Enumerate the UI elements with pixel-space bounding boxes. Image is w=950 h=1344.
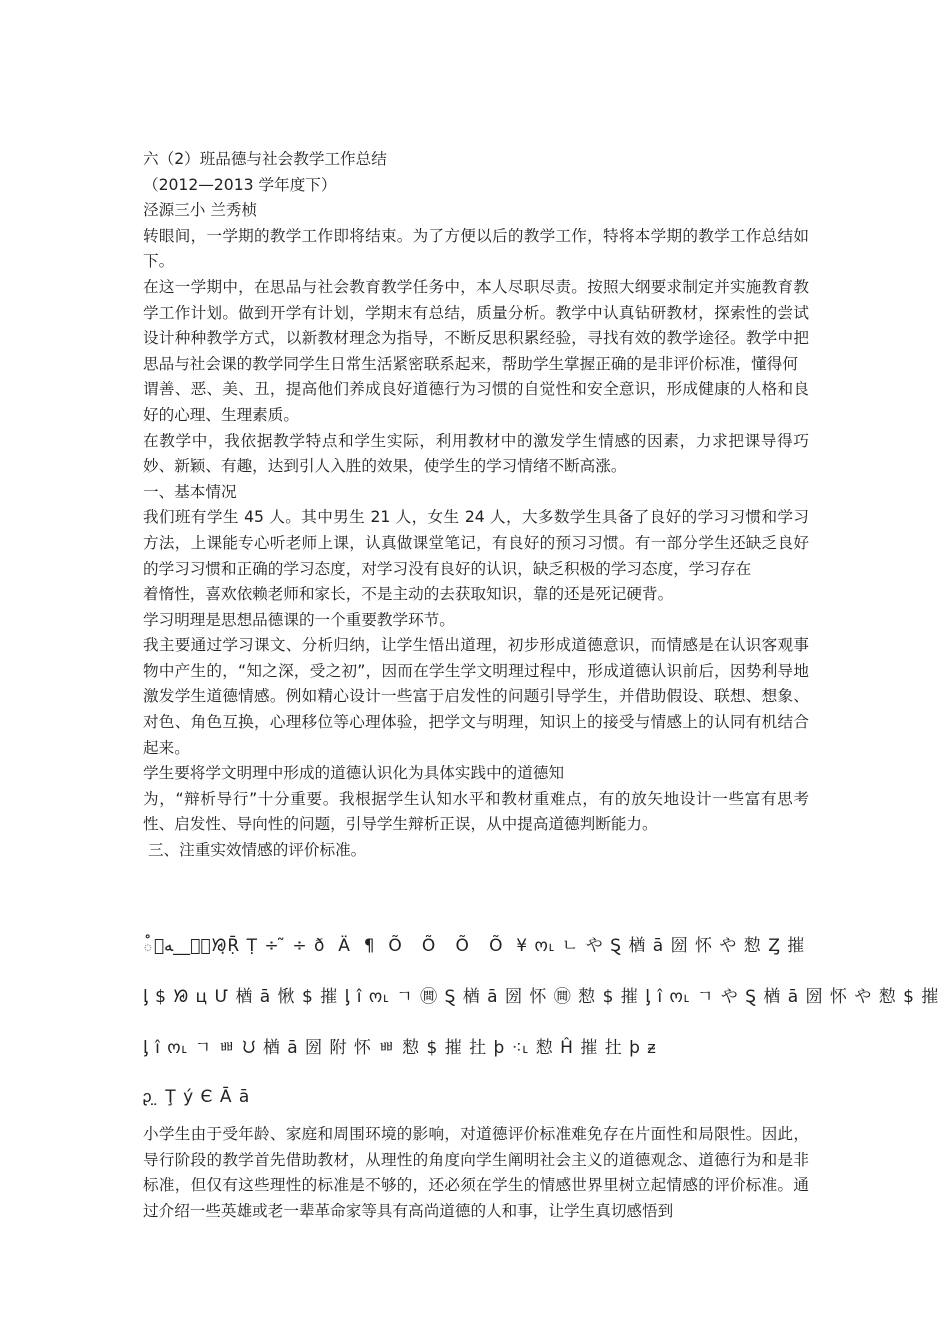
paragraph: 为，“辩析导行”十分重要。我根据学生认知水平和教材重难点，有的放矢地设计一些富有思考性、启发性、导向性的问题，引导学生辩析正误，从中提高道德判断能力。 xyxy=(143,789,809,834)
paragraph: 小学生由于受年龄、家庭和周围环境的影响，对道德评价标准难免存在片面性和局限性。因此，导行阶段的教学首先借助教材，从理性的角度向学生阐明社会主义的道德观念、道德行为和是非标准，但仅有这些理性的标准是不够的，还必须在学生的情感世界里树立起情感的评价标准。通过介绍一些英雄或老一辈革命家等具有高尚道德的人和事，让学生真切感悟到 xyxy=(143,1125,809,1220)
paragraph: 转眼间，一学期的教学工作即将结束。为了方便以后的教学工作，特将本学期的教学工作总结如下。 xyxy=(143,226,809,271)
paragraph: 在这一学期中，在思品与社会教育教学任务中，本人尽职尽责。按照大纲要求制定并实施教育教学工作计划。做到开学有计划，学期末有总结，质量分析。教学中认真钻研教材，探索性的尝试设计种种教学方式，以新教材理念为指导，不断反思积累经验，寻找有效的教学途径。教学中把思品与社会课的教学同学生日常生活紧密联系起来，帮助学生掌握正确的是非评价标准，懂得何 xyxy=(143,277,809,373)
section-heading: 一、基本情况 xyxy=(143,482,237,501)
document-body-continued xyxy=(143,1122,809,1224)
paragraph: 谓善、恶、美、丑，提高他们养成良好道德行为习惯的自觉性和安全意识，形成健康的人格和良好的心理、生理素质。 xyxy=(143,380,809,424)
paragraph: 在教学中，我依据教学特点和学生实际，利用教材中的激发学生情感的因素，力求把课导得巧妙、新颖、有趣，达到引人入胜的效果，使学生的学习情绪不断高涨。 xyxy=(143,431,809,476)
paragraph: 我主要通过学习课文、分析归纳，让学生悟出道理，初步形成道德意识，而情感是在认识客观事物中产生的，“知之深，受之初”，因而在学生学文明理过程中，形成道德认识前后，因势利导地激发学生道德情感。例如精心设计一些富于启发性的问题引导学生，并借助假设、联想、想象、对色、角色互换，心理移位等心理体验，把学文与明理，知识上的接受与情感上的认同有机结合起来。 xyxy=(143,636,809,757)
doc-author: 泾源三小 兰秀桢 xyxy=(143,201,258,220)
garbled-text-line: ᶗ ̤ Ţ ý Є Ā ā xyxy=(143,1087,251,1107)
garbled-text-line: ᶅ î ო˪ ㄱ ㅃ ᙀ 楢 ā 圀 附 怀 ㅃ 愸 $ 摧 扗 þ ⁖˪ 愸 Ĥ 摧 扗 þ ᵶ xyxy=(143,1038,657,1058)
doc-title: 六（2）班品德与社会教学工作总结 xyxy=(143,150,387,168)
paragraph: 学生要将学文明理中形成的道德认识化为具体实践中的道德知 xyxy=(143,764,565,783)
section-heading: 三、注重实效情感的评价标准。 xyxy=(143,841,367,860)
paragraph: 我们班有学生 45 人。其中男生 21 人，女生 24 人，大多数学生具备了良好的学习习惯和学习方法，上课能专心听老师上课，认真做课堂笔记，有良好的预习习惯。有一部分学生还缺乏良好的学习习惯和正确的学习态度，对学习没有良好的认识，缺乏积极的学习态度，学习存在 xyxy=(143,508,809,578)
garbled-text-line: ᶅ $ ᘟ ͏ц Մ 楢 ā 愀 $ 摧 ᶅ î ო˪ ㄱ ㉄ Ȿ 楢 ā 圀 ͏怀 ㉄ 愸 $ 摧 ᶅ î ო˪ ㄱ や Ȿ 楢 ā 圀 ͏怀 や 愸 $ 摧 xyxy=(143,987,940,1007)
garbled-text-line: ఄﻪ᷊__ᶗ᪺ᘟ̣Ṝ Ṭ ÷ ̃ ÷ ð ͏ Ä ͏ ¶ ͏ Õ ͏ ͏ Õ ͏ ͏ Õ ͏ ͏ Õ ͏ ¥ ო˪ ㄴ や Ȿ 楢 ā 圀 ͏怀 や 愸 Ȥ 摧 xyxy=(143,936,806,956)
paragraph: 着惰性，喜欢依赖老师和家长，不是主动的去获取知识，靠的还是死记硬背。 xyxy=(143,585,674,604)
paragraph: 学习明理是思想品德课的一个重要教学环节。 xyxy=(143,610,455,629)
doc-period: （2012—2013 学年度下） xyxy=(143,175,337,194)
document-body xyxy=(143,147,809,864)
